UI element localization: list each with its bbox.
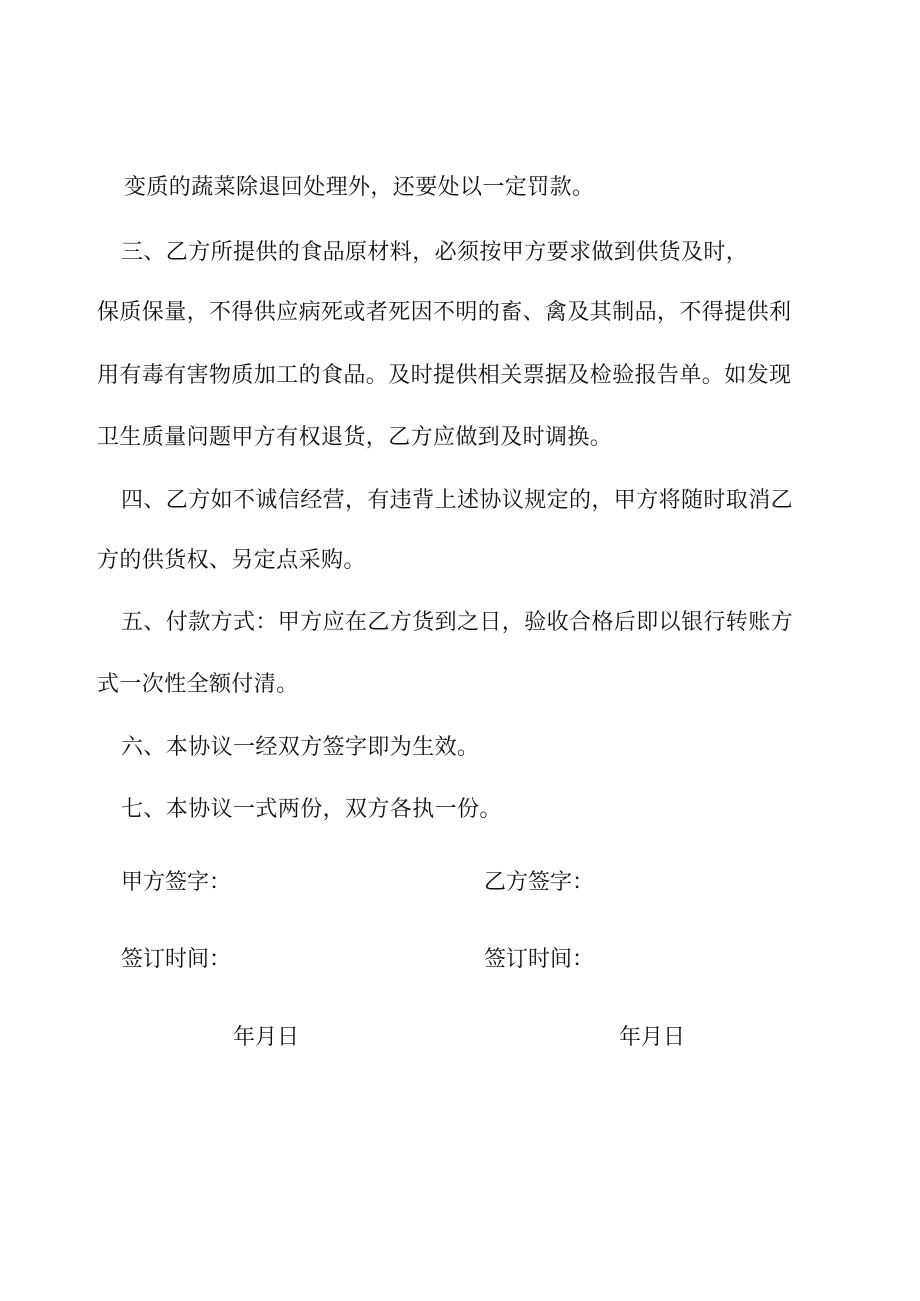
party-a-signature-label: 甲方签字： [121,870,232,895]
clause-4-line: 方的供货权、另定点采购。 [97,548,366,573]
paragraph-line: 变质的蔬菜除退回处理外，还要处以一定罚款。 [124,175,595,200]
party-b-date-label: 签订时间： [484,947,595,972]
clause-7-line: 七、本协议一式两份，双方各执一份。 [121,797,502,822]
party-a-date-label: 签订时间： [121,947,232,972]
clause-3-line: 用有毒有害物质加工的食品。及时提供相关票据及检验报告单。如发现 [97,363,792,388]
party-b-signature-label: 乙方签字： [484,870,595,895]
clause-5-line: 式一次性全额付清。 [97,672,299,697]
clause-6-line: 六、本协议一经双方签字即为生效。 [121,735,480,760]
party-b-date: 年月日 [619,1025,686,1050]
clause-3-line: 卫生质量问题甲方有权退货，乙方应做到及时调换。 [97,425,613,450]
clause-3-line: 保质保量，不得供应病死或者死因不明的畜、禽及其制品，不得提供利 [97,300,792,325]
clause-4-line: 四、乙方如不诚信经营，有违背上述协议规定的，甲方将随时取消乙 [121,488,794,513]
clause-3-line: 三、乙方所提供的食品原材料，必须按甲方要求做到供货及时， [121,240,749,265]
clause-5-line: 五、付款方式：甲方应在乙方货到之日，验收合格后即以银行转账方 [121,610,794,635]
party-a-date: 年月日 [233,1025,300,1050]
